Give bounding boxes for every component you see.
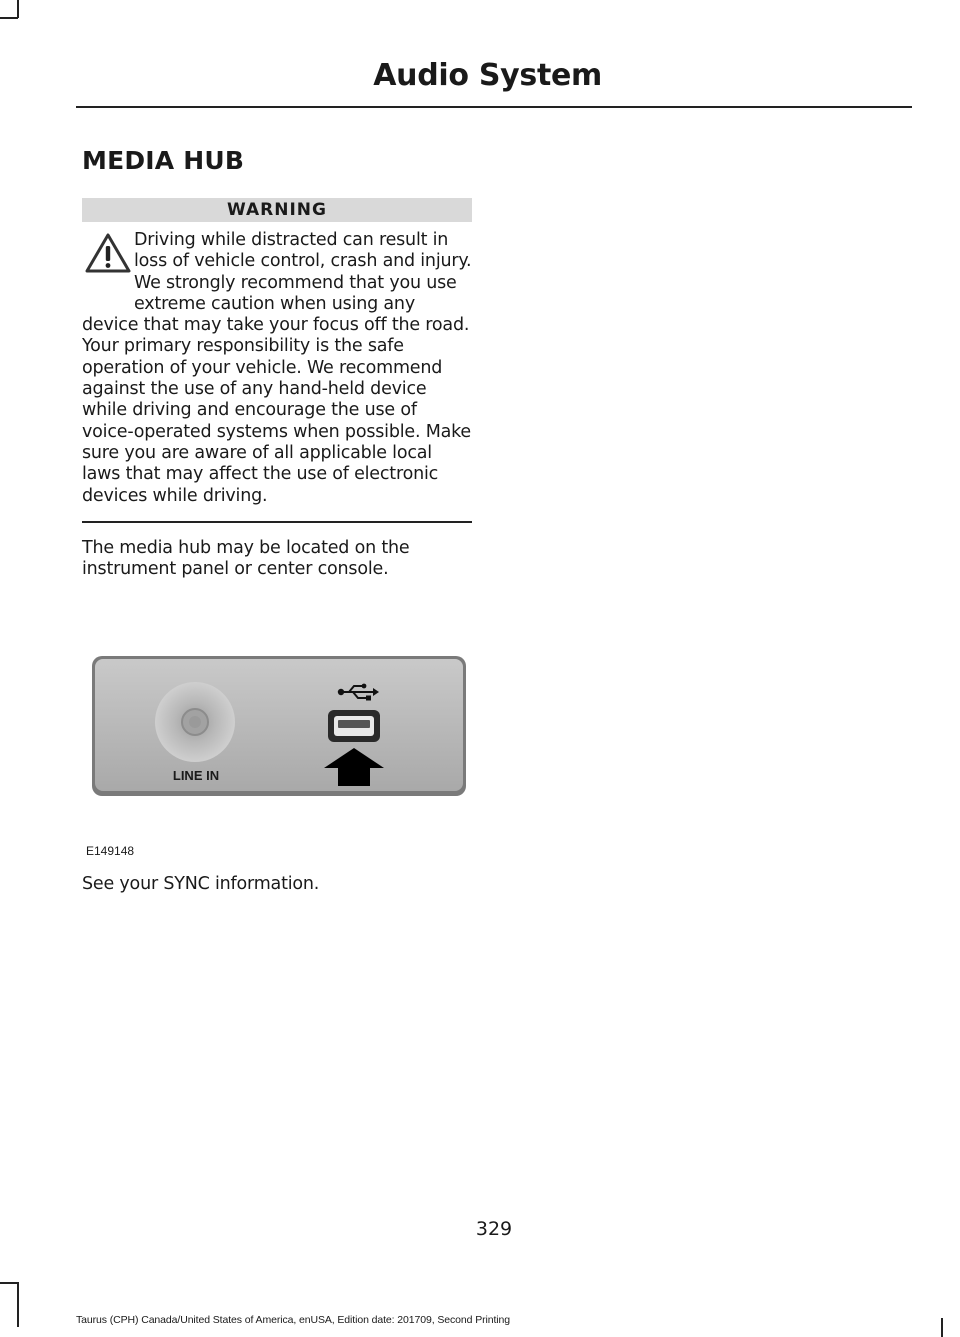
- line-in-jack: [155, 682, 235, 762]
- warning-rule: [82, 521, 472, 523]
- crop-mark-top-left-h: [0, 17, 18, 19]
- footer-text: Taurus (CPH) Canada/United States of America, enUSA, Edition date: 201709, Second Printing: [76, 1314, 511, 1326]
- section-heading: MEDIA HUB: [82, 146, 245, 175]
- usb-port: [328, 710, 380, 742]
- crop-mark-top-left-v: [17, 0, 19, 18]
- warning-triangle-icon: [84, 232, 132, 274]
- body-paragraph-sync: See your SYNC information.: [82, 874, 320, 894]
- crop-mark-bottom-left-v: [17, 1282, 19, 1327]
- page-number: 329: [475, 1218, 513, 1240]
- media-hub-illustration: [90, 652, 470, 802]
- warning-box: [82, 198, 472, 523]
- line-in-label: LINE IN: [172, 768, 220, 783]
- page-header-title: Audio System: [373, 58, 602, 93]
- header-rule: [76, 106, 912, 108]
- warning-text: Driving while distracted can result in loss of vehicle control, crash and injury. We strongly recommend that you use extreme caution when using any device that may take your focus off the road. Your primary responsibility is the safe operation of your vehicle. We recommend against the use of any hand-held device while driving and encourage the use of voice-operated systems when possible. Make sure you are aware of all applicable local laws that may affect the use of electronic devices while driving.: [82, 230, 472, 506]
- warning-label: WARNING: [82, 198, 472, 222]
- warning-text-block: [82, 230, 472, 507]
- body-paragraph-location: The media hub may be located on the instrument panel or center console.: [82, 538, 410, 580]
- crop-mark-bottom-left-h: [0, 1282, 18, 1284]
- figure-id: E149148: [86, 844, 135, 858]
- crop-mark-bottom-right-v: [941, 1318, 943, 1337]
